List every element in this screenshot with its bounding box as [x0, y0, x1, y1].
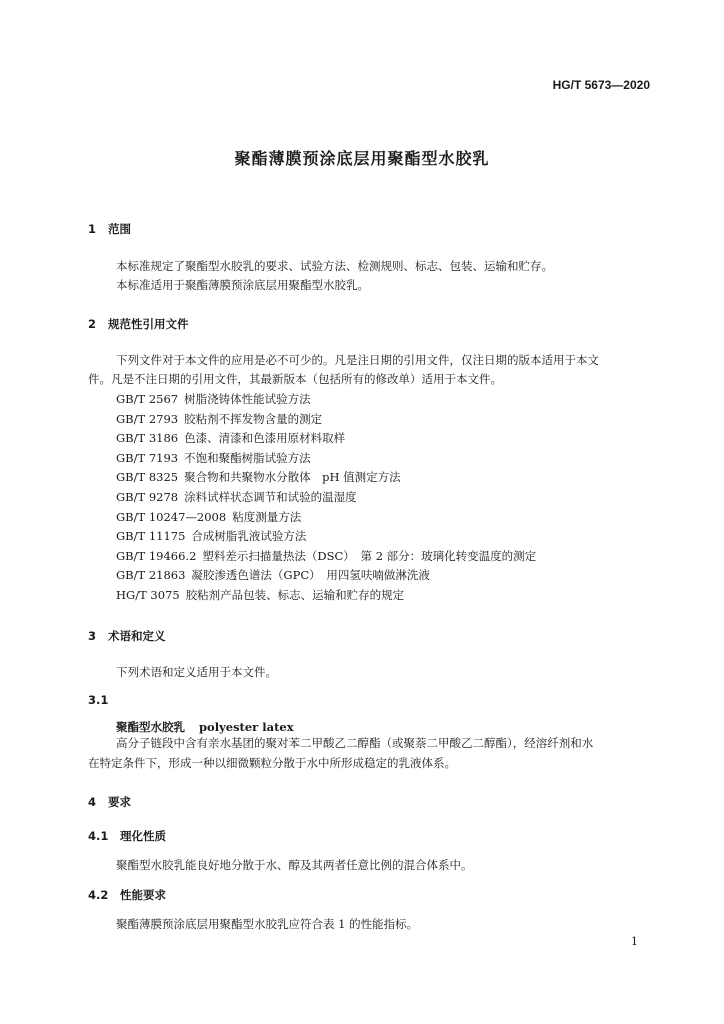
reference-title: 合成树脂乳液试验方法	[191, 529, 307, 544]
reference-item	[116, 586, 536, 606]
section-1-paragraph-2: 本标准适用于聚酯薄膜预涂底层用聚酯型水胶乳。	[116, 278, 369, 292]
reference-item	[116, 449, 536, 469]
term-definition-line-2: 在特定条件下，形成一种以细微颗粒分散于水中所形成稳定的乳液体系。	[88, 756, 456, 770]
reference-code: GB/T 3186	[116, 431, 179, 446]
reference-code: GB/T 19466.2	[116, 548, 197, 563]
subsection-4-2-heading	[88, 887, 166, 903]
reference-title: 胶粘剂不挥发物含量的测定	[184, 411, 323, 426]
term-definition-line-1: 高分子链段中含有亲水基团的聚对苯二甲酸乙二醇酯（或聚萘二甲酸乙二醇酯），经溶纤剂和水	[116, 736, 594, 750]
subsection-number: 4.2	[88, 888, 109, 902]
reference-code: HG/T 3075	[116, 587, 180, 602]
document-title: 聚酯薄膜预涂底层用聚酯型水胶乳	[234, 149, 490, 168]
reference-code: GB/T 8325	[116, 470, 179, 485]
reference-item	[116, 390, 536, 410]
reference-item	[116, 527, 536, 547]
reference-title: 粘度测量方法	[232, 509, 302, 524]
term-chinese: 聚酯型水胶乳	[116, 720, 185, 734]
section-3-heading	[88, 628, 166, 644]
section-2-intro-line-1: 下列文件对于本文件的应用是必不可少的。凡是注日期的引用文件，仅注日期的版本适用于本文	[116, 353, 599, 367]
section-3-intro: 下列术语和定义适用于本文件。	[116, 665, 277, 679]
section-1-paragraph-1: 本标准规定了聚酯型水胶乳的要求、试验方法、检测规则、标志、包装、运输和贮存。	[116, 259, 553, 273]
term-entry	[116, 716, 294, 735]
reference-title: 聚合物和共聚物水分散体 pH 值测定方法	[184, 470, 401, 485]
subsection-3-1-number: 3.1	[88, 693, 109, 707]
reference-item	[116, 410, 536, 430]
subsection-title: 性能要求	[120, 888, 166, 902]
reference-code: GB/T 2793	[116, 411, 179, 426]
reference-item	[116, 468, 536, 488]
subsection-title: 理化性质	[120, 829, 166, 843]
section-number: 1	[88, 222, 97, 236]
reference-code: GB/T 21863	[116, 568, 186, 583]
term-english: polyester latex	[199, 720, 294, 734]
reference-code: GB/T 11175	[116, 529, 186, 544]
reference-code: GB/T 9278	[116, 489, 179, 504]
reference-title: 不饱和聚酯树脂试验方法	[184, 450, 311, 465]
section-1-heading	[88, 221, 131, 237]
reference-title: 树脂浇铸体性能试验方法	[184, 392, 311, 406]
reference-item	[116, 566, 536, 586]
reference-title: 色漆、清漆和色漆用原材料取样	[184, 431, 346, 446]
section-number: 4	[88, 795, 97, 809]
reference-title: 凝胶渗透色谱法（GPC） 用四氢呋喃做淋洗液	[191, 568, 430, 583]
page-number: 1	[631, 935, 638, 948]
normative-reference-list	[116, 390, 536, 606]
reference-item	[116, 488, 536, 508]
reference-title: 胶粘剂产品包装、标志、运输和贮存的规定	[185, 587, 405, 602]
section-2-intro-line-2: 件。凡是不注日期的引用文件，其最新版本（包括所有的修改单）适用于本文件。	[88, 372, 502, 386]
reference-code: GB/T 2567	[116, 392, 179, 406]
section-title: 要求	[108, 795, 131, 809]
section-number: 3	[88, 629, 97, 643]
subsection-4-1-text: 聚酯型水胶乳能良好地分散于水、醇及其两者任意比例的混合体系中。	[116, 858, 473, 872]
reference-item	[116, 547, 536, 567]
reference-item	[116, 508, 536, 528]
section-number: 2	[88, 317, 97, 331]
section-title: 术语和定义	[108, 629, 166, 643]
reference-title: 塑料差示扫描量热法（DSC） 第 2 部分：玻璃化转变温度的测定	[202, 548, 537, 563]
subsection-4-1-heading	[88, 828, 166, 844]
reference-item	[116, 429, 536, 449]
section-2-heading	[88, 316, 189, 332]
section-4-heading	[88, 794, 131, 810]
section-title: 规范性引用文件	[108, 317, 189, 331]
section-title: 范围	[108, 222, 131, 236]
reference-code: GB/T 10247—2008	[116, 509, 227, 524]
reference-code: GB/T 7193	[116, 450, 179, 465]
subsection-number: 4.1	[88, 829, 109, 843]
standard-code: HG/T 5673—2020	[552, 78, 650, 92]
reference-title: 涂料试样状态调节和试验的温湿度	[184, 489, 357, 504]
subsection-4-2-text: 聚酯薄膜预涂底层用聚酯型水胶乳应符合表 1 的性能指标。	[116, 917, 419, 931]
